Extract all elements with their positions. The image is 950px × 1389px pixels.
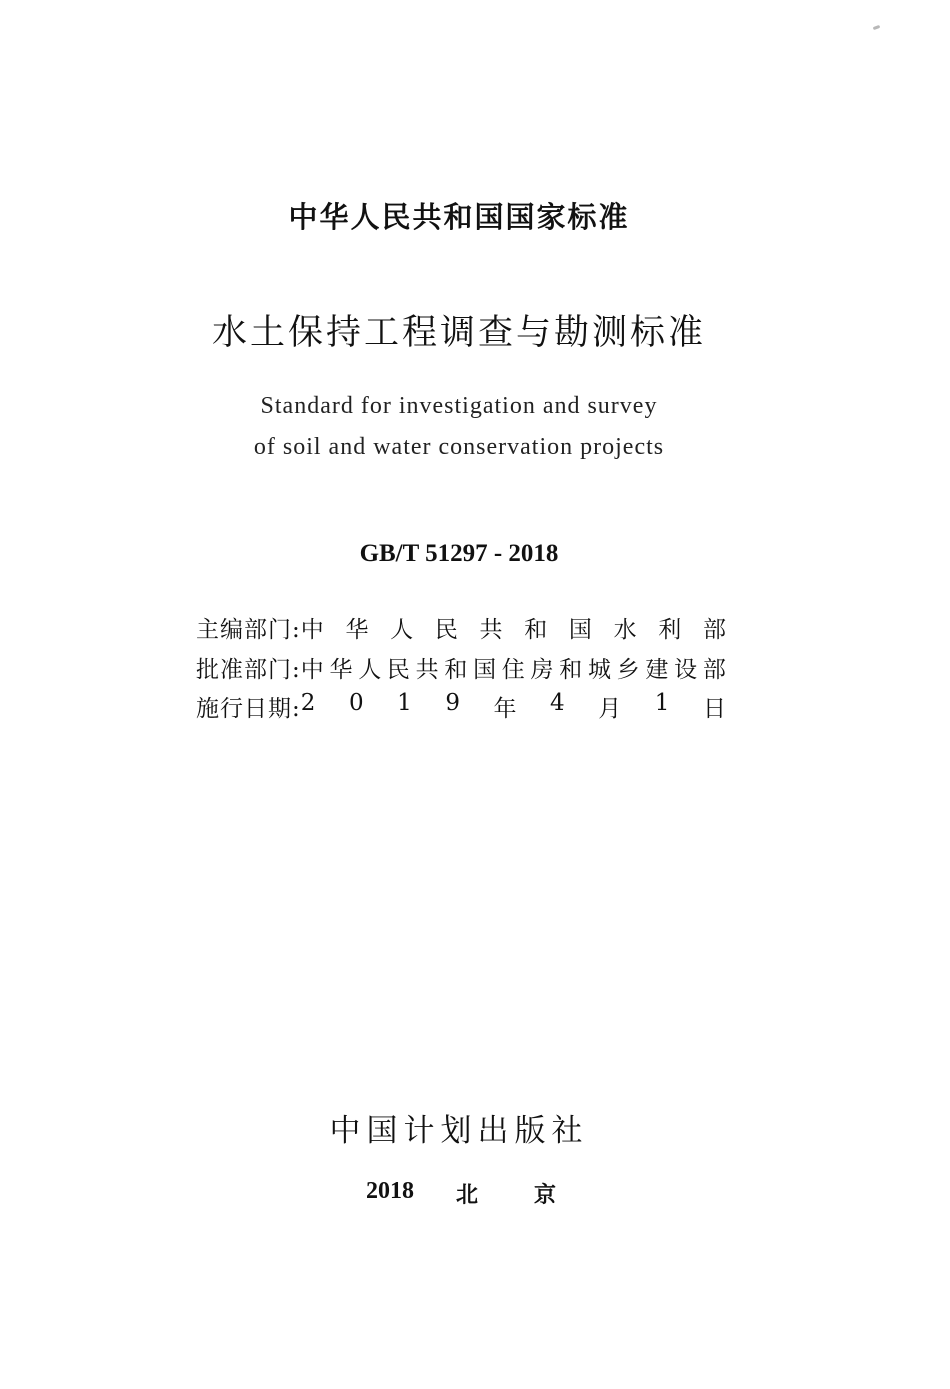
effective-date-label: 施行日期:	[196, 695, 301, 722]
char: 和	[444, 656, 468, 683]
approver-department-row	[196, 650, 726, 684]
char: 0	[348, 689, 364, 716]
char: 国	[473, 656, 497, 683]
char: 2	[300, 689, 316, 716]
char: 和	[559, 656, 583, 683]
char: 民	[434, 616, 458, 643]
approver-department-label: 批准部门:	[196, 656, 301, 683]
char: 国	[568, 616, 592, 643]
publisher-name: 中国计划出版社	[329, 1113, 589, 1149]
effective-date-value	[301, 690, 726, 723]
char: 人	[390, 616, 414, 643]
editor-department-row	[196, 610, 726, 644]
imprint-year: 2018	[366, 1178, 414, 1204]
editor-department-label: 主编部门:	[196, 616, 301, 643]
char: 日	[702, 695, 726, 722]
scan-speck	[873, 25, 881, 30]
char: 北	[456, 1183, 479, 1208]
char: 部	[702, 656, 726, 683]
title-en-line-2: of soil and water conservation projects	[253, 434, 665, 460]
document-title-cn: 水土保持工程调查与勘测标准	[211, 313, 706, 353]
char: 共	[415, 656, 439, 683]
char: 和	[524, 616, 548, 643]
char: 设	[674, 656, 698, 683]
char: 1	[654, 689, 670, 716]
effective-date-row	[196, 689, 726, 723]
document-title-en	[0, 386, 918, 468]
char: 4	[550, 689, 565, 716]
char: 房	[530, 656, 554, 683]
char: 中	[300, 656, 324, 683]
title-en-line-1: Standard for investigation and survey	[260, 393, 658, 419]
char: 中	[300, 616, 324, 643]
char: 利	[658, 616, 682, 643]
char: 部	[702, 616, 726, 643]
char: 月	[598, 695, 622, 722]
series-title: 中华人民共和国国家标准	[288, 200, 630, 234]
char: 年	[493, 695, 517, 722]
char: 京	[533, 1183, 556, 1208]
char: 共	[479, 616, 503, 643]
char: 华	[345, 616, 369, 643]
char: 民	[386, 656, 410, 683]
char: 城	[587, 656, 611, 683]
char: 建	[645, 656, 669, 683]
char: 人	[358, 656, 382, 683]
char: 1	[397, 689, 412, 716]
char: 乡	[616, 656, 640, 683]
char: 9	[445, 689, 460, 716]
imprint	[366, 1178, 556, 1209]
editor-department-value	[301, 611, 726, 644]
char: 水	[613, 616, 637, 643]
standard-code: GB/T 51297 - 2018	[359, 540, 559, 567]
char: 华	[329, 656, 353, 683]
approver-department-value	[301, 651, 726, 684]
imprint-city	[456, 1178, 556, 1209]
char: 住	[501, 656, 525, 683]
